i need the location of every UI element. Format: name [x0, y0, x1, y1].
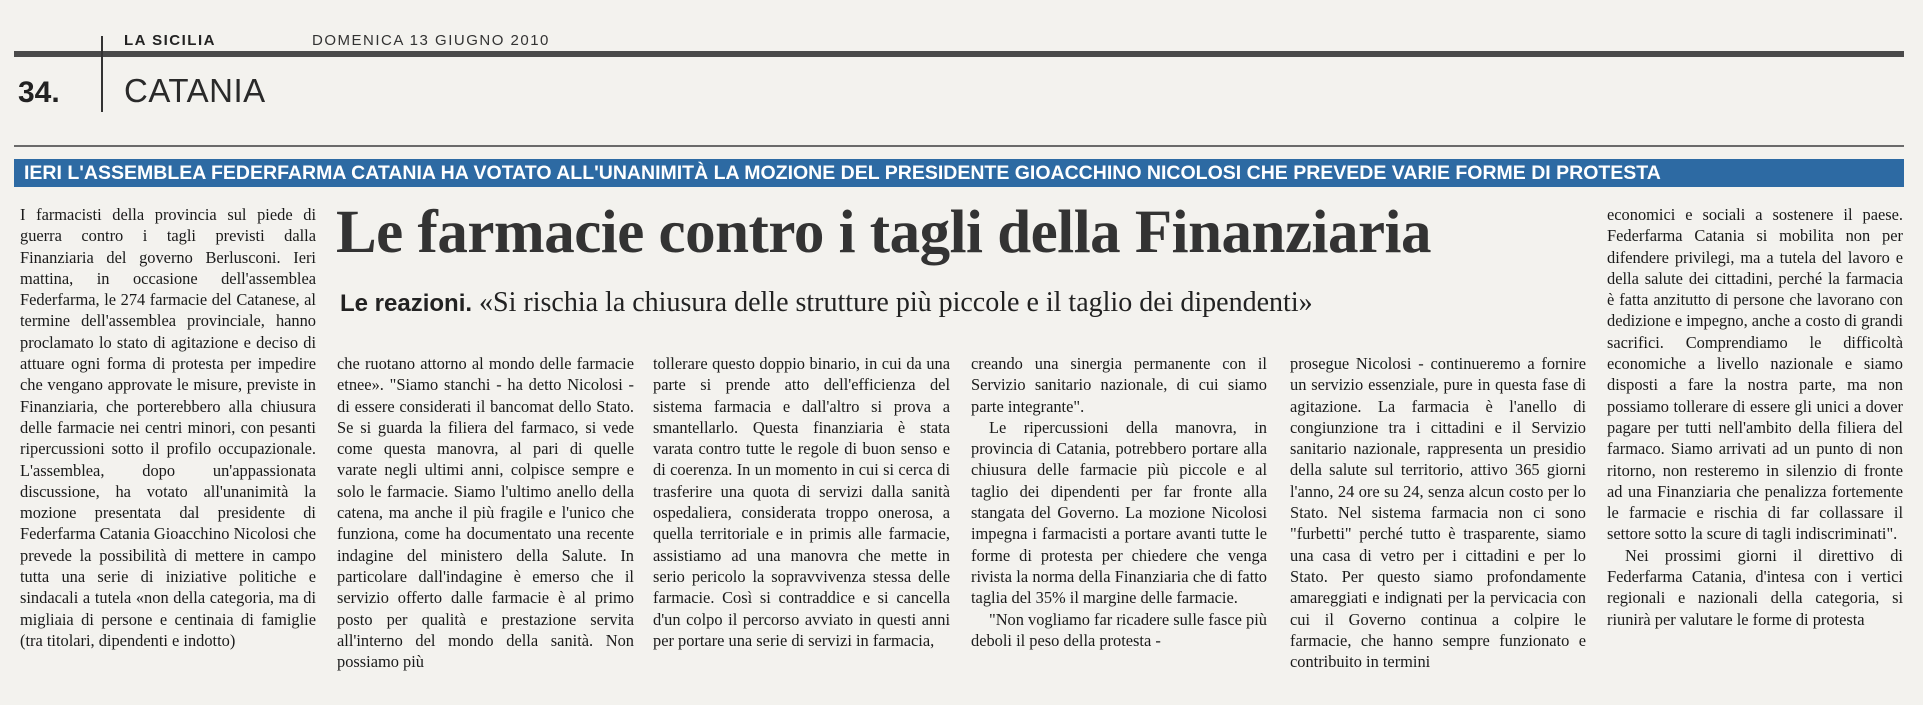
- masthead-date: DOMENICA 13 GIUGNO 2010: [312, 32, 550, 49]
- paragraph: Le ripercussioni della manovra, in provincia di Catania, potrebbero portare alla chiusura delle farmacie più piccole e al taglio dei dipendenti per far fronte alla stangata del Governo. La mozione Nicolosi impegna i farmacisti a portare avanti tutte le forme di protesta per chiedere che venga rivista la norma della Finanziaria che di fatto taglia del 35% il margine delle farmacie.: [971, 417, 1267, 608]
- subheadline-text: «Si rischia la chiusura delle strutture più piccole e il taglio dei dipendenti»: [479, 287, 1313, 318]
- section-rule: [14, 145, 1904, 147]
- subheadline-label: Le reazioni.: [340, 290, 473, 317]
- masthead-newspaper-name: LA SICILIA: [124, 32, 216, 49]
- subheadline: [340, 287, 1313, 319]
- article-column-6: [1607, 204, 1903, 684]
- masthead-separator: [101, 36, 103, 112]
- page-number: 34.: [18, 76, 60, 109]
- paragraph: tollerare questo doppio binario, in cui da una parte si prende atto dell'efficienza del sistema farmacia e dall'altro si prova a smantellarlo. Questa finanziaria è stata varata contro tutte le regole di buon senso e di coerenza. In un momento in cui si cerca di trasferire una quota di servizi dalla sanità ospedaliera, considerata troppo onerosa, a quella territoriale e in primis alle farmacie, assistiamo ad una manovra che mette in serio pericolo la sopravvivenza stessa delle farmacie. Così si contraddice e si cancella d'un colpo il percorso avviato in questi anni per portare una serie di servizi in farmacia,: [653, 354, 950, 650]
- paragraph: I farmacisti della provincia sul piede di guerra contro i tagli previsti dalla Finanziaria del governo Berlusconi. Ieri mattina, in occasione dell'assemblea Federfarma, le 274 farmacie del Catanese, al termine dell'assemblea provinciale, hanno proclamato lo stato di agitazione e deciso di attuare ogni forma di protesta per impedire che vengano approvate le misure, previste in Finanziaria, che porterebbero alla chiusura delle farmacie nei centri minori, con pesanti ripercussioni sotto il profilo occupazionale. L'assemblea, dopo un'appassionata discussione, ha votato all'unanimità la mozione presentata dal presidente di Federfarma Catania Gioacchino Nicolosi che prevede la possibilità di mettere in campo tutta una serie di iniziative politiche e sindacali a tutela «non della categoria, ma di migliaia di persone e centinaia di famiglie (tra titolari, dipendenti e indotto): [20, 205, 316, 650]
- paragraph: che ruotano attorno al mondo delle farmacie etnee». "Siamo stanchi - ha detto Nicolosi - di essere considerati il bancomat dello Stato. Se si guarda la filiera del farmaco, si vede come questa manovra, al pari di quelle varate negli ultimi anni, colpisce sempre e solo le farmacie. Siamo l'ultimo anello della catena, ma anche il più fragile e l'unico che funziona, come ha documentato una recente indagine del ministero della Salute. In particolare dall'indagine è emerso che il servizio offerto dalle farmacie è al primo posto per qualità e prestazione servita all'interno del mondo della sanità. Non possiamo più: [337, 354, 634, 672]
- article-column-2: [337, 353, 634, 685]
- article-column-1: [20, 204, 316, 684]
- paragraph: economici e sociali a sostenere il paese. Federfarma Catania si mobilita non per difendere privilegi, ma a tutela del lavoro e della salute dei cittadini, perché la farmacia è fatta anzitutto di persone che lavorano con dedizione e impegno, anche a costo di grandi sacrifici. Comprendiamo le difficoltà economiche a livello nazionale e siamo disposti a fare la nostra parte, ma non possiamo tollerare di essere gli unici a dover pagare per tutti nell'ambito della filiera del farmaco. Siamo arrivati ad un punto di non ritorno, non resteremo in silenzio di fronte ad una Finanziaria che penalizza fortemente le farmacie e rischia di far collassare il settore sotto la scure di tagli indiscriminati".: [1607, 205, 1903, 544]
- article-column-5: [1290, 353, 1586, 685]
- paragraph: "Non vogliamo far ricadere sulle fasce più deboli il peso della protesta -: [971, 609, 1267, 650]
- kicker-banner: IERI L'ASSEMBLEA FEDERFARMA CATANIA HA VOTATO ALL'UNANIMITÀ LA MOZIONE DEL PRESIDENTE GIOACCHINO NICOLOSI CHE PREVEDE VARIE FORME DI PROTESTA: [14, 159, 1904, 187]
- paragraph: creando una sinergia permanente con il Servizio sanitario nazionale, di cui siamo parte integrante".: [971, 354, 1267, 416]
- article-column-3: [653, 353, 950, 685]
- section-title: CATANIA: [124, 72, 266, 109]
- headline: Le farmacie contro i tagli della Finanziaria: [336, 199, 1432, 266]
- paragraph: Nei prossimi giorni il direttivo di Federfarma Catania, d'intesa con i vertici regionali e nazionali della categoria, si riunirà per valutare le forme di protesta: [1607, 545, 1903, 629]
- paragraph: prosegue Nicolosi - continueremo a fornire un servizio essenziale, pure in questa fase di agitazione. La farmacia è l'anello di congiunzione tra i cittadini e il Servizio sanitario nazionale, rappresenta un presidio della salute sul territorio, attivo 365 giorni l'anno, 24 ore su 24, senza alcun costo per lo Stato. Nel sistema farmacia non ci sono "furbetti" perché tutto è trasparente, siamo una casa di vetro per i cittadini e per lo Stato. Per questo siamo profondamente amareggiati e indignati per la pervicacia con cui il Governo continua a colpire le farmacie, che hanno sempre funzionato e contribuito in termini: [1290, 354, 1586, 672]
- article-column-4: [971, 353, 1267, 685]
- top-rule: [14, 51, 1904, 57]
